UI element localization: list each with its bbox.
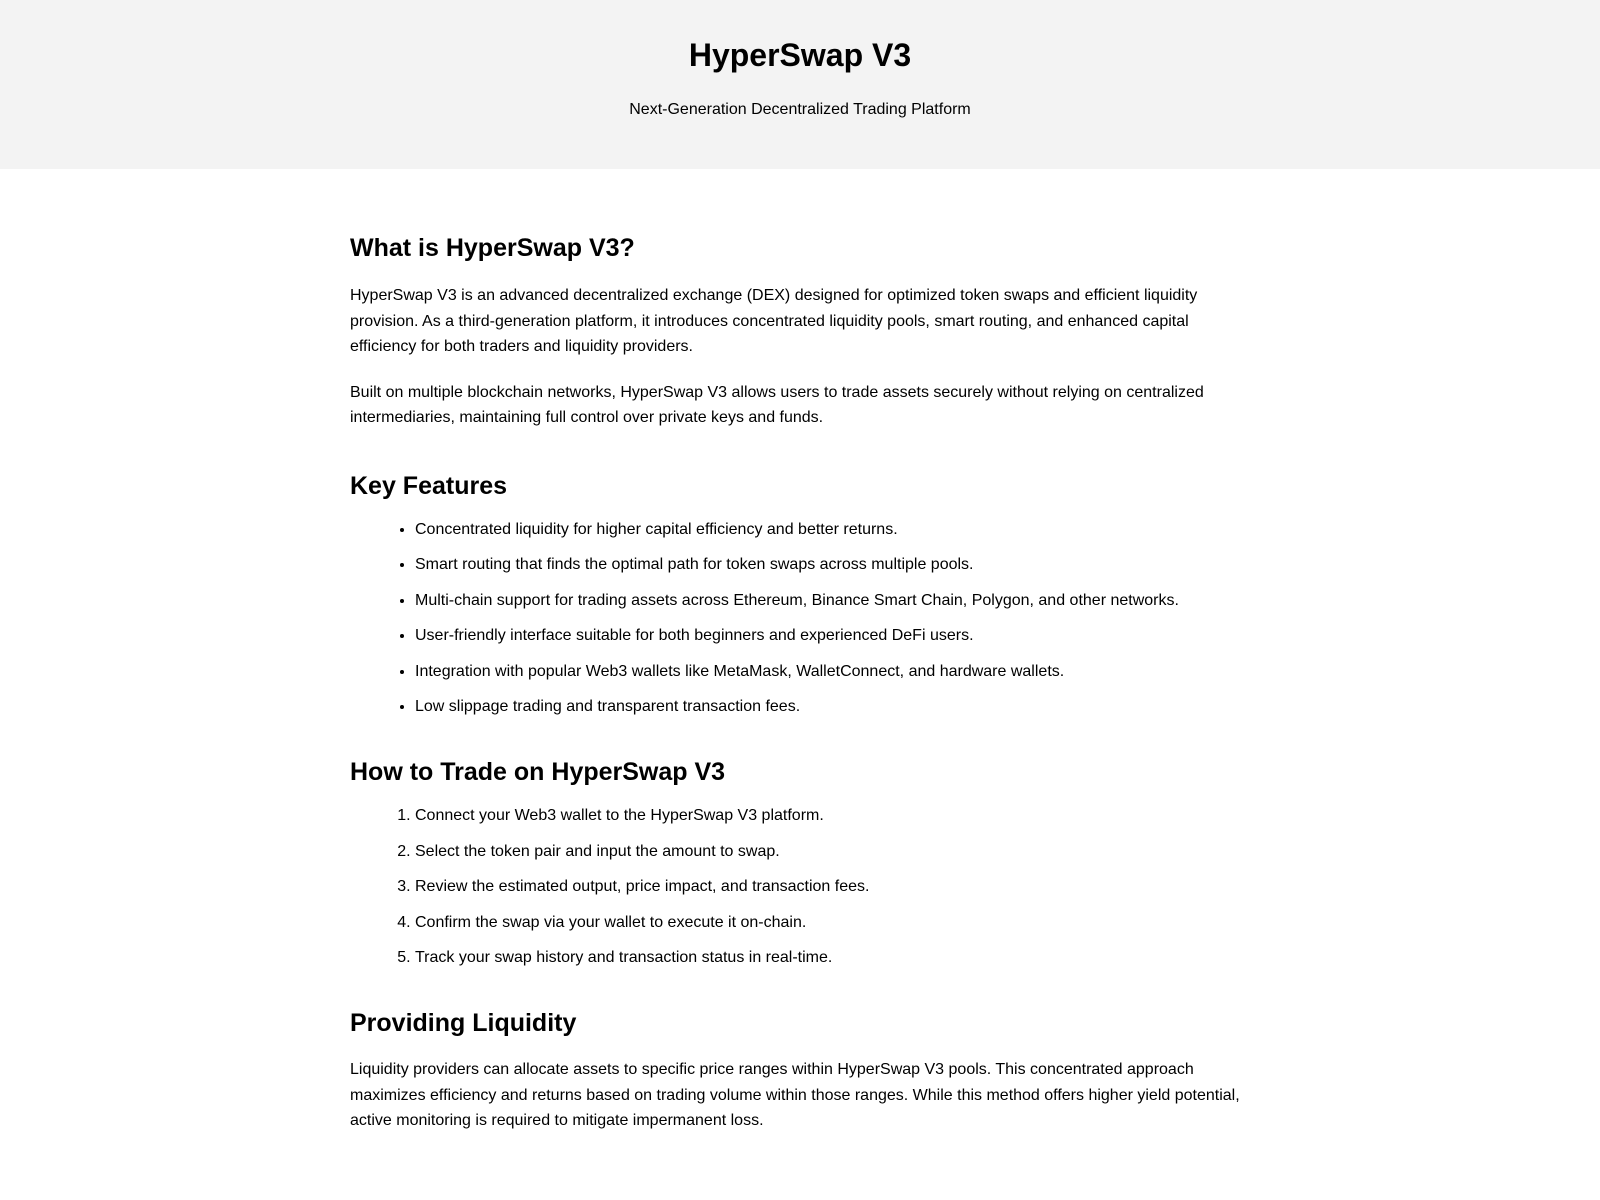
section-heading-how-to-trade: How to Trade on HyperSwap V3: [350, 758, 726, 786]
what-is-paragraph: Built on multiple blockchain networks, HyperSwap V3 allows users to trade assets securely without relying on centralized intermediaries, maintaining full control over private keys and funds.: [350, 383, 1204, 426]
section-what-is: [350, 233, 1250, 431]
section-key-features: [350, 471, 1250, 718]
list-item: • Integration with popular Web3 wallets like MetaMask, WalletConnect, and hardware wallets.: [415, 662, 1250, 682]
section-heading-providing-liquidity: Providing Liquidity: [350, 1009, 577, 1037]
list-item: • Concentrated liquidity for higher capital efficiency and better returns.: [415, 520, 1250, 540]
list-item: • Multi-chain support for trading assets across Ethereum, Binance Smart Chain, Polygon, and other networks.: [415, 591, 1250, 611]
step-list: [350, 806, 1250, 968]
list-item: • Smart routing that finds the optimal path for token swaps across multiple pools.: [415, 555, 1250, 575]
main-content: [350, 169, 1250, 1134]
list-item: 5. Track your swap history and transaction status in real-time.: [415, 948, 1250, 968]
list-item: • Low slippage trading and transparent transaction fees.: [415, 697, 1250, 717]
list-item: 1. Connect your Web3 wallet to the HyperSwap V3 platform.: [415, 806, 1250, 826]
section-heading-key-features: Key Features: [350, 471, 508, 500]
section-providing-liquidity: [350, 1008, 1250, 1134]
list-item: 4. Confirm the swap via your wallet to execute it on-chain.: [415, 913, 1250, 933]
page-header: [0, 0, 1600, 169]
list-item: • User-friendly interface suitable for both beginners and experienced DeFi users.: [415, 626, 1250, 646]
feature-list: [350, 520, 1250, 718]
what-is-paragraph: HyperSwap V3 is an advanced decentralized exchange (DEX) designed for optimized token swaps and efficient liquidity provision. As a third-generation platform, it introduces concentrated liquidity pools, smart routing, and enhanced capital efficiency for both traders and liquidity providers.: [350, 287, 1198, 355]
section-how-to-trade: [350, 757, 1250, 968]
list-item: 3. Review the estimated output, price impact, and transaction fees.: [415, 877, 1250, 897]
page-title: HyperSwap V3: [688, 37, 912, 73]
page-subtitle: Next-Generation Decentralized Trading Platform: [629, 101, 971, 118]
liquidity-paragraph: Liquidity providers can allocate assets to specific price ranges within HyperSwap V3 pools. This concentrated approach maximizes efficiency and returns based on trading volume within those ranges. While this method offers higher yield potential, active monitoring is required to mitigate impermanent loss.: [350, 1061, 1240, 1129]
section-heading-what-is: What is HyperSwap V3?: [350, 234, 635, 262]
list-item: 2. Select the token pair and input the amount to swap.: [415, 842, 1250, 862]
